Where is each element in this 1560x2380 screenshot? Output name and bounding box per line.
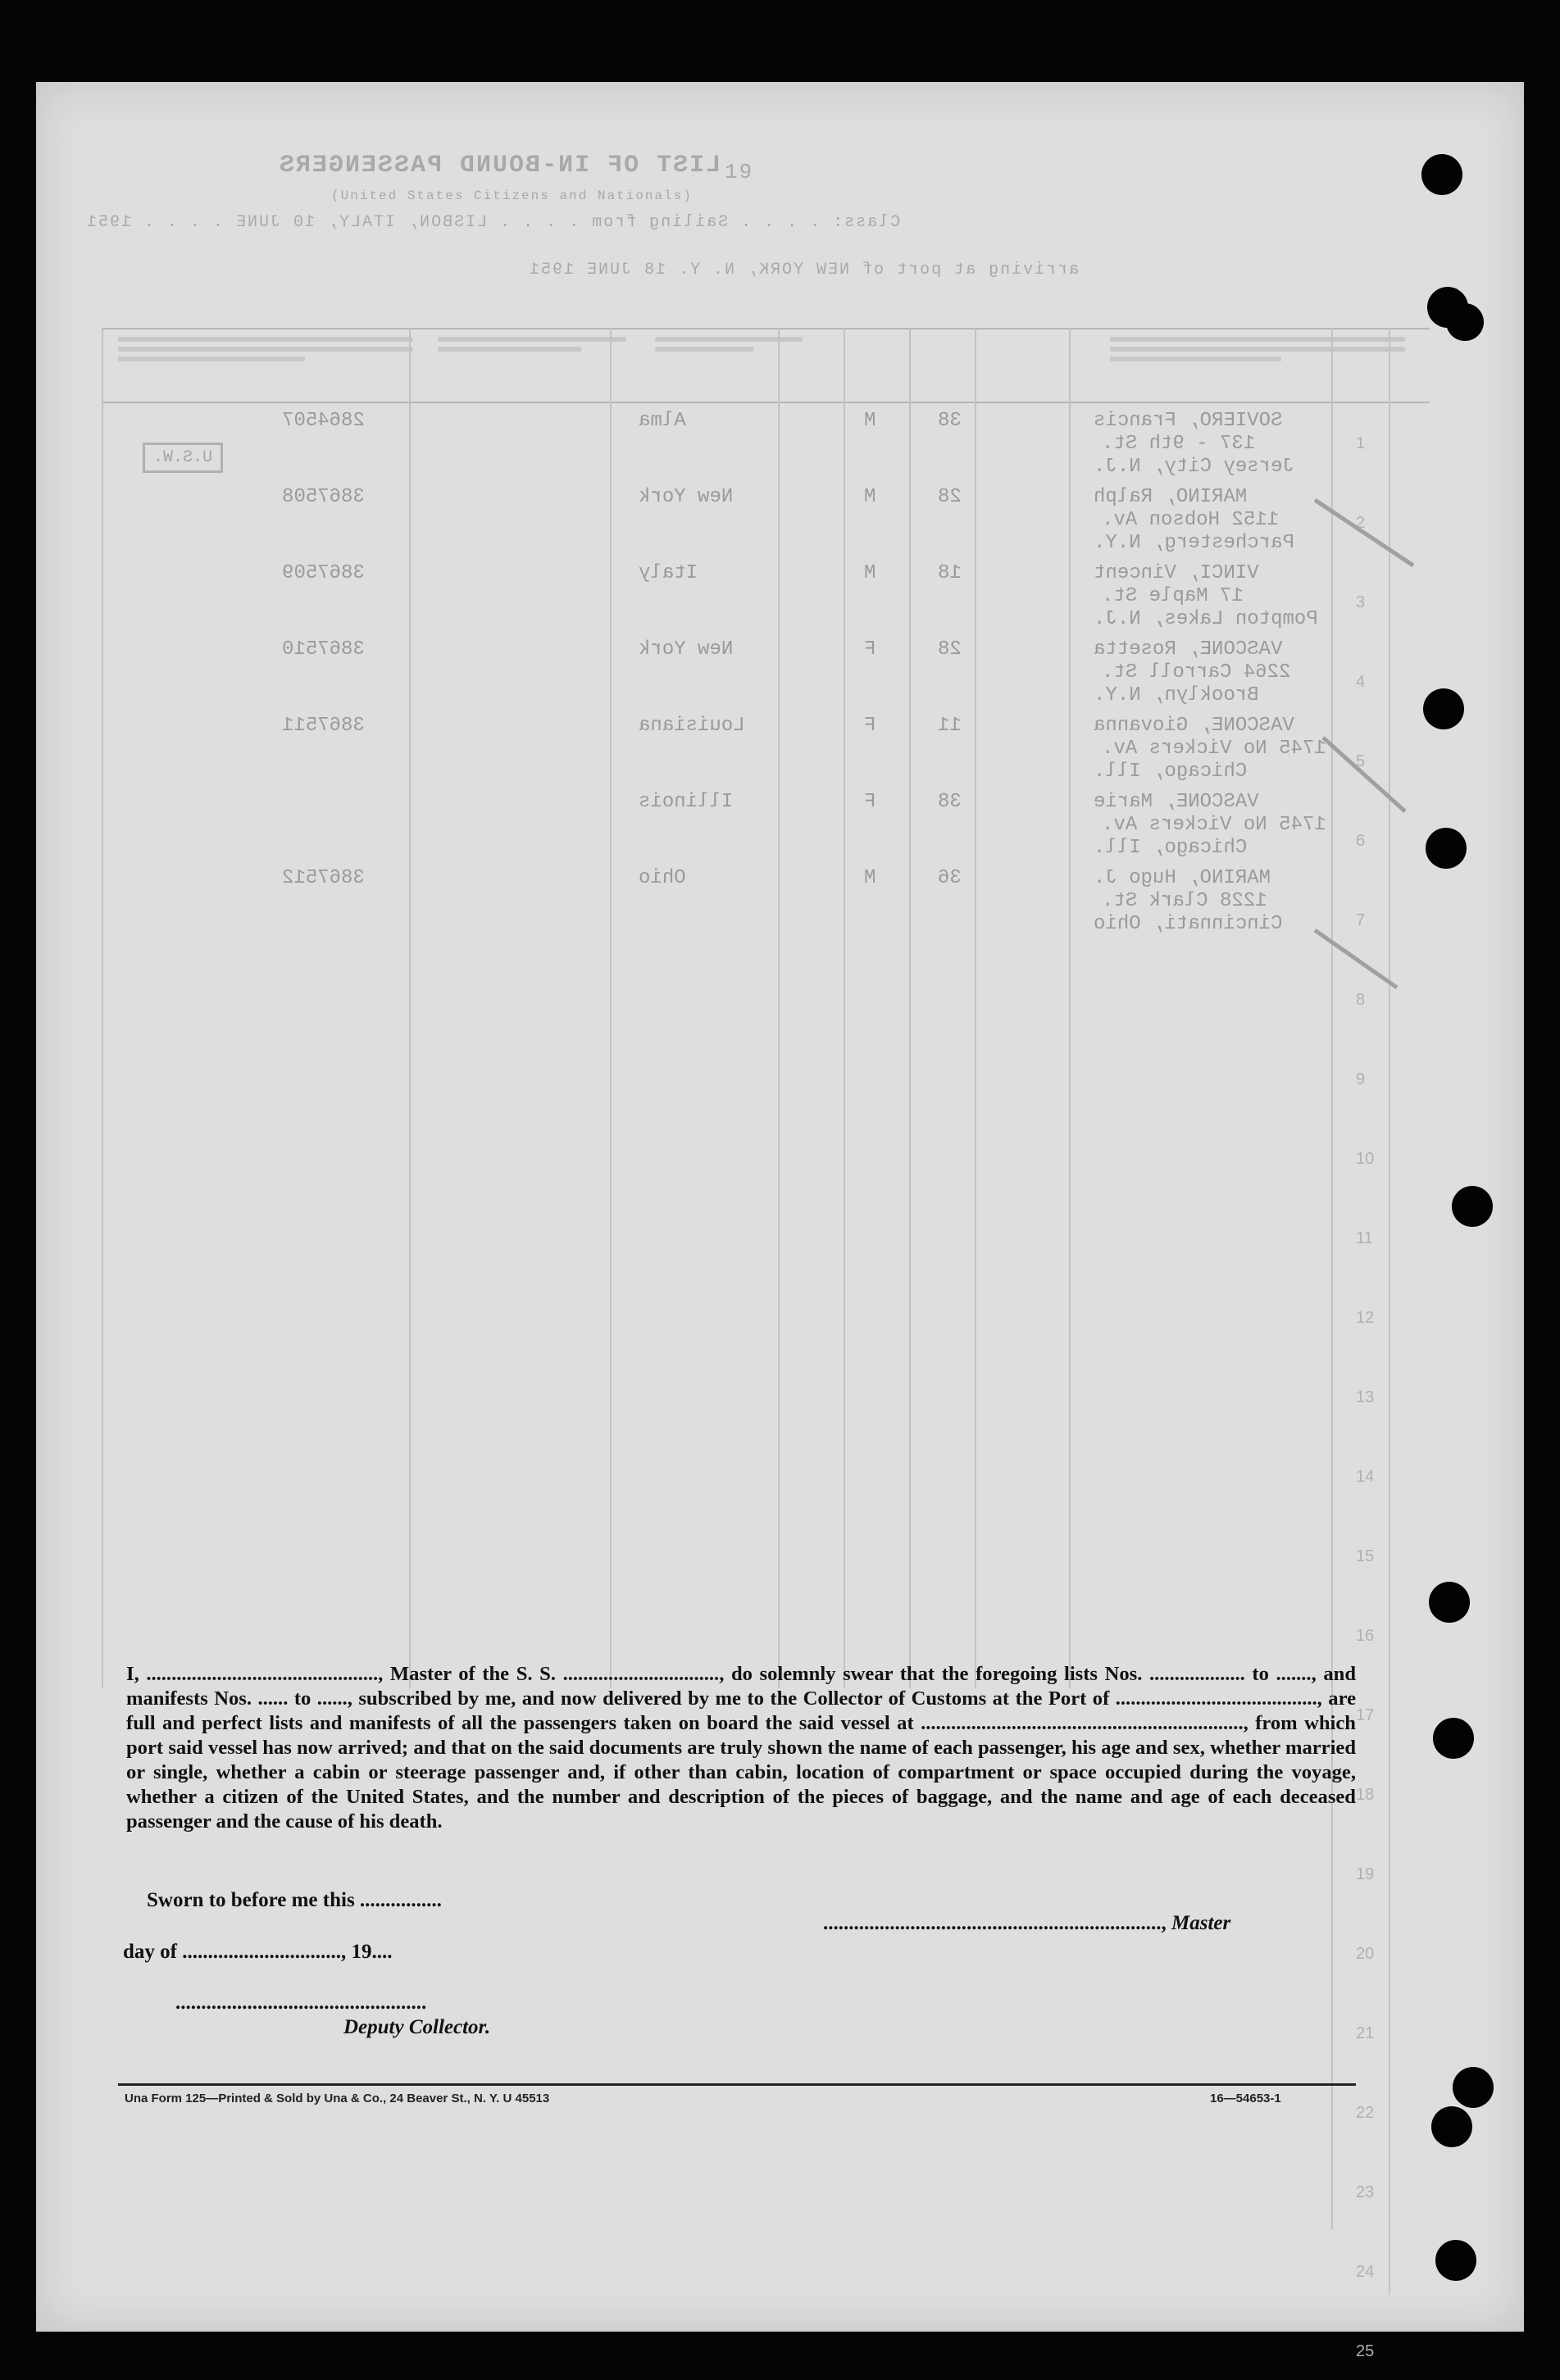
row-number: 5	[1356, 752, 1366, 770]
ghost-address: 1745 No Vickers Av.	[1102, 738, 1326, 760]
row-number: 21	[1356, 2024, 1375, 2042]
row-number: 17	[1356, 1706, 1375, 1724]
deputy-dots: .................................................	[175, 1992, 427, 2014]
binder-hole	[1452, 1186, 1493, 1227]
ghost-age: 28	[938, 486, 962, 508]
row-number: 6	[1356, 832, 1366, 850]
ghost-address: 1152 Hobson Av.	[1102, 509, 1280, 531]
ghost-age: 18	[938, 562, 962, 584]
ghost-title: LIST OF IN-BOUND PASSENGERS	[278, 152, 721, 179]
row-number: 25	[1356, 2342, 1375, 2360]
ghost-age: 38	[938, 791, 962, 813]
row-number: 8	[1356, 991, 1366, 1009]
binder-hole	[1453, 2067, 1494, 2108]
master-dots: ..................................................................,	[823, 1912, 1171, 1934]
grid-col-a	[102, 328, 103, 1688]
ghost-name: MARINO, Ralph	[1094, 486, 1248, 508]
grid-col-h	[1069, 328, 1071, 1688]
ghost-address: 137 - 9th St.	[1102, 433, 1256, 455]
ghost-place: Alma	[639, 410, 686, 432]
ghost-city: Jersey City, N.J.	[1094, 456, 1294, 478]
ghost-sex: M	[864, 562, 876, 584]
ghost-header-line2: arriving at port of NEW YORK, N. Y. 18 JUNE 1951	[528, 261, 1080, 279]
ghost-address: 2264 Carroll St.	[1102, 661, 1291, 684]
master-signature-line	[803, 1889, 1230, 1958]
ghost-age: 38	[938, 410, 962, 432]
row-number: 19	[1356, 1865, 1375, 1883]
binder-hole	[1421, 154, 1462, 195]
ghost-sex: M	[864, 410, 876, 432]
row-number: 4	[1356, 673, 1366, 691]
ghost-stamp: U.S.W.	[143, 443, 223, 473]
row-number: 7	[1356, 911, 1366, 929]
ghost-place: Italy	[639, 562, 698, 584]
deputy-collector-label: Deputy Collector.	[343, 2016, 491, 2038]
ghost-cert: 3867511	[282, 715, 365, 737]
ghost-place: Ohio	[639, 867, 686, 889]
ghost-age: 28	[938, 638, 962, 661]
row-number: 20	[1356, 1945, 1375, 1963]
oath-paragraph: I, .............................................., Master of the S. S. ..............................., do solemnly swear that the foregoing lists Nos. ................... to ......., and manifests Nos. ...... to ......, subscribed by me, and now delivered by me to the Collector of Customs at the Port of ........................................, are full and perfect lists and manifests of all the passengers taken on board the said vessel at ................................................................, from which port said vessel has now arrived; and that on the said documents are truly shown the name of each passenger, his age and sex, whether married or single, whether a cabin or steerage passenger and, if other than cabin, location of compartment or space occupied during the voyage, whether a citizen of the United States, and the number and description of the pieces of baggage, and the name and age of each deceased passenger and the cause of his death.	[126, 1663, 1356, 1833]
ghost-cert: 3867509	[282, 562, 365, 584]
binder-hole	[1431, 2106, 1472, 2147]
grid-col-f	[909, 328, 911, 1688]
grid-col-g	[975, 328, 976, 1688]
ghost-address: 1228 Clark St.	[1102, 890, 1267, 912]
ghost-name: SOVIERO, Francis	[1094, 410, 1283, 432]
ghost-list-number: 19	[725, 160, 754, 184]
ghost-address: 1745 No Vickers Av.	[1102, 814, 1326, 836]
table-header-rule	[102, 402, 1430, 403]
ghost-slash-marks	[1282, 426, 1462, 1016]
day-of-line: day of ..............................., 19....	[123, 1941, 393, 1963]
ghost-city: Parchesterg, N.Y.	[1094, 532, 1294, 554]
column-header-1	[110, 332, 421, 397]
ghost-city: Brooklyn, N.Y.	[1094, 684, 1259, 706]
row-number: 12	[1356, 1309, 1375, 1327]
binder-hole	[1446, 303, 1484, 341]
ghost-place: Louisiana	[639, 715, 745, 737]
column-header-4	[1102, 332, 1413, 397]
row-number: 14	[1356, 1468, 1375, 1486]
ghost-cert: 2864507	[282, 410, 365, 432]
ghost-place: Illinois	[639, 791, 734, 813]
ghost-header-line1: Class: . . . . Sailing from . . . . LISBON, ITALY, 10 JUNE . . . . 1951	[85, 213, 901, 232]
row-number: 22	[1356, 2104, 1375, 2122]
grid-col-d	[778, 328, 780, 1688]
ghost-cert: 3867512	[282, 867, 365, 889]
ghost-sex: M	[864, 867, 876, 889]
row-number: 15	[1356, 1547, 1375, 1565]
ghost-cert: 3867510	[282, 638, 365, 661]
ghost-cert: 3867508	[282, 486, 365, 508]
binder-hole	[1435, 2240, 1476, 2281]
manifest-page	[36, 82, 1524, 2360]
ghost-sex: F	[864, 715, 876, 737]
ghost-name: VASCONE, Giovanna	[1094, 715, 1294, 737]
ghost-name: VASCONE, Rosetta	[1094, 638, 1283, 661]
ghost-name: MARINO, Hugo J.	[1094, 867, 1271, 889]
master-label: Master	[1171, 1912, 1231, 1934]
sworn-line: Sworn to before me this ................	[147, 1889, 442, 1911]
column-header-3	[647, 332, 811, 397]
row-number: 10	[1356, 1150, 1375, 1168]
table-top-rule	[102, 328, 1430, 329]
ghost-name: VINCI, Vincent	[1094, 562, 1259, 584]
ghost-name: VASCONE, Marie	[1094, 791, 1259, 813]
ghost-city: Cincinnati, Ohio	[1094, 913, 1283, 935]
column-header-2	[430, 332, 634, 397]
binder-hole	[1429, 1582, 1470, 1623]
ghost-city: Pompton Lakes, N.J.	[1094, 608, 1318, 630]
ghost-city: Chicago, Ill.	[1094, 837, 1248, 859]
ghost-place: New York	[639, 638, 734, 661]
footer-rule	[118, 2083, 1356, 2086]
ghost-sex: M	[864, 486, 876, 508]
row-number: 1	[1356, 434, 1366, 452]
footer-form-number: 16—54653-1	[1210, 2092, 1281, 2105]
row-number: 13	[1356, 1388, 1375, 1406]
ghost-city: Chicago, Ill.	[1094, 761, 1248, 783]
binder-hole	[1433, 1718, 1474, 1759]
ghost-age: 36	[938, 867, 962, 889]
row-number: 2	[1356, 514, 1366, 532]
row-number: 9	[1356, 1070, 1366, 1088]
row-number: 3	[1356, 593, 1366, 611]
ghost-sex: F	[864, 638, 876, 661]
ghost-sex: F	[864, 791, 876, 813]
row-number: 16	[1356, 1627, 1375, 1645]
row-number: 18	[1356, 1786, 1375, 1804]
grid-col-b	[409, 328, 411, 1688]
grid-col-e	[844, 328, 845, 1688]
grid-col-c	[610, 328, 612, 1688]
ghost-address: 17 Maple St.	[1102, 585, 1244, 607]
row-number: 24	[1356, 2263, 1375, 2281]
row-number: 11	[1356, 1229, 1373, 1247]
ghost-place: New York	[639, 486, 734, 508]
ghost-age: 11	[938, 715, 962, 737]
ghost-subtitle: (United States Citizens and Nationals)	[331, 188, 693, 203]
footer-printer-line: Una Form 125—Printed & Sold by Una & Co., 24 Beaver St., N. Y. U 45513	[125, 2092, 550, 2105]
row-number: 23	[1356, 2183, 1375, 2201]
